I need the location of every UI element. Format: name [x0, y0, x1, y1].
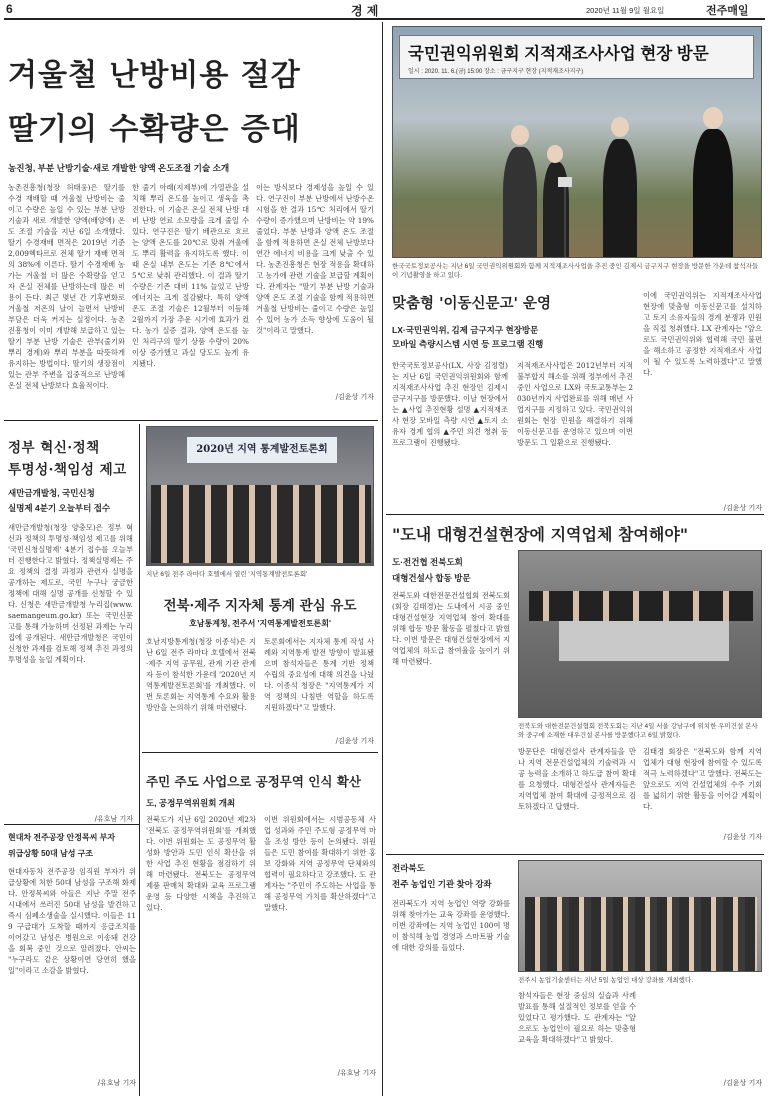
a2-subheadline-2: 모바일 측량시스템 시연 등 프로그램 진행 [392, 339, 544, 349]
a2-body-col2: 지적재조사사업은 2012년부터 지적불부합지 해소를 위해 정부에서 추진 중인 사업으로 LX와 국토교통부는 2030년까지 사업완료를 위해 매년 사업지구를 지정하고 있다. 국민권익위원회는 현장 민원을 해결하기 위해 이동신문고를 운영하고 있으며 이번 방문도 그 일환으로 진행됐다. [517, 361, 633, 447]
person-figure [693, 129, 733, 257]
a2-body-col3: 이에 국민권익위는 지적재조사사업 현장에 맞춤형 이동신문고를 설치하고 토지 소유자들의 경계 분쟁과 민원을 직접 청취했다. LX 관계자는 "앞으로도 국민권익위와 협력해 국민 불편을 해소하고 공정한 지적재조사 사업이 될 수 있도록 노력하겠다"고 말했다. [643, 291, 762, 377]
paper-name: 전주매일 [706, 4, 749, 17]
a2-bottom-rule [386, 514, 764, 515]
a8-subheadline-1: 전라북도 [392, 863, 425, 873]
a4-headline: 전북·제주 지자체 통계 관심 유도 [163, 598, 357, 614]
a7-body-col2: 방문단은 대형건설사 관계자들을 만나 지역 전문건설업체의 기술력과 시공 능력을 소개하고 하도급 참여 확대를 요청했다. 대형건설사 관계자들은 지역업체 참여 확대에 긍정적으로 검토하겠다고 답했다. [518, 747, 636, 811]
person-head [547, 145, 563, 163]
a4-photo-caption: 지난 6일 전주 라마다 호텔에서 열린 '지역통계발전토론회' [146, 571, 308, 578]
a8-body-col2: 참석자들은 현장 중심의 실습과 사례 발표를 통해 실질적인 정보를 얻을 수 있었다고 평가했다. 도 관계자는 "앞으로도 농업인이 필요로 하는 맞춤형 교육을 확대하겠다"고 밝혔다. [518, 991, 636, 1044]
a4-subheadline: 호남통계청, 전주서 '지역통계발전토론회' [189, 619, 331, 628]
a7-photo-caption: 전북도와 대한전문건설협회 전북도회는 지난 4일 서울 강남구에 위치한 우미건설 본사와 중구에 소재한 대우건설 본사를 방문했다고 6일 밝혔다. [518, 723, 758, 739]
a5-headline: 주민 주도 사업으로 공정무역 인식 확산 [146, 774, 361, 789]
section-title: 경 제 [351, 4, 379, 18]
a1-body-col1: 농촌진흥청(청장 허태웅)은 딸기를 수경 재배할 때 겨울철 난방비는 줄이고 수량은 높일 수 있는 부분 난방 기술과 새로 개발한 양액(배양액) 온도 조절 기술을 지난 6일 소개했다. 딸기 수경재배 면적은 2019년 기준 2,009헥타르로 전체 딸기 재배 면적의 38%에 이른다. 딸기 수경재배 농가는 겨울철 더 많은 수확량을 얻고자 온실 전체를 난방하는데 많은 비용이 든다. 최근 몇년 간 기후변화로 겨울철 저온의 날이 늘면서 난방비 부담은 더욱 커지는 실정이다. 농촌진흥청이 이미 개발해 보급하고 있는 딸기 부분 난방 기술은 관부(줄기와 뿌리 경계)와 뿌리 부분을 따뜻하게 유지하는 방법이다. 딸기의 생장점이 있는 관부 주변을 집중적으로 난방해 온실 전체 난방보다 효율적이다. [8, 183, 125, 390]
meeting-table [559, 621, 729, 661]
a2-byline: /김윤상 기자 [723, 504, 762, 512]
a6-subheadline-2: 위급상황 50대 남성 구조 [8, 849, 94, 858]
a5-body-col1: 전북도가 지난 6일 2020년 제2차 '전북도 공정무역위원회'를 개최했다. 이번 위원회는 도 공정무역 활성화 방안과 도민 인식 확산을 위한 사업 추진 현황을 점검하기 위해 마련됐다. 전북도는 공정무역 제품 판매처 확대와 교육 프로그램 운영 등 다양한 시책을 추진하고 있다. [146, 815, 256, 912]
a1-body-col2: 한 줄기 아래(지제부)에 가열관을 설치해 뿌리 온도를 높이고 생육을 촉진한다. 이 기술은 온실 전체 난방 대비 난방 연료 소모량을 크게 줄일 수 있다. 연구진은 딸기 배관으로 흐르는 양액 온도를 20℃로 맞춰 겨울에도 뿌리 활력을 유지하도록 했다. 이때 온실 내부 온도는 기존 8℃에서 5℃로 낮춰 관리했다. 이 결과 딸기 수량은 기존 대비 11% 늘었고 난방 에너지는 크게 절감됐다. 특히 양액 온도 조절 기술은 12월부터 이듬해 2월까지 가장 추운 시기에 효과가 컸다. 농가 실증 결과, 양액 온도를 높인 처리구의 딸기 상품 수량이 20% 이상 증가했고 과실 당도도 높게 유지됐다. [132, 183, 249, 368]
a1-bottom-rule [4, 420, 378, 421]
a8-body-col1: 전라북도가 지역 농업인 역량 강화를 위해 찾아가는 교육 강좌를 운영했다. 이번 강좌에는 지역 농업인 100여 명이 참석해 농업 경영과 스마트팜 기술에 대한 강의를 들었다. [392, 899, 510, 952]
a5-byline: /유호남 기자 [337, 1069, 376, 1077]
a4-photo [146, 426, 374, 566]
a3-body: 새만금개발청(청장 양충모)은 정부 혁신과 정책의 투명성·책임성 제고를 위해 '국민신청실명제' 4분기 접수를 오늘부터 진행한다고 밝혔다. 정책실명제는 주요 정책의 결정 과정과 관련자 실명을 공개하는 제도로, 국민 누구나 궁금한 정책에 대해 실명 공개를 신청할 수 있다. 신청은 새만금개발청 누리집(www.saemangeum.go.kr) 또는 국민신문고를 통해 가능하며 선정된 과제는 누리집에 공개된다. 새만금개발청은 국민이 신청한 과제를 검토해 정책 추진 과정의 투명성을 높일 계획이다. [8, 523, 133, 664]
a2-body-col1: 한국국토정보공사(LX, 사장 김정렬)는 지난 6일 국민권익위원회와 함께 지적재조사사업 추진 현장인 김제시 금구지구를 방문했다. 이날 현장에서는 ▲사업 추진현황 설명 ▲지적재조사 현장 모바일 측량 시연 ▲토지 소유자 경계 협의 ▲주민 의견 청취 등 프로그램이 진행됐다. [392, 361, 508, 447]
a2-photo-caption: 한국국토정보공사는 지난 6일 국민권익위원회와 함께 지적재조사사업을 추진 중인 김제시 금구지구 현장을 방문한 가운데 참석자들이 기념촬영을 하고 있다. [392, 263, 759, 279]
a6-body: 현대자동차 전주공장 임직원 부자가 위급상황에 처한 50대 남성을 구조해 화제다. 안정목씨와 아들은 지난 주말 전주 시내에서 쓰러진 50대 남성을 발견하고 즉시 심폐소생술을 실시했다. 이들은 119 구급대가 도착할 때까지 응급조치를 이어갔고 남성은 병원으로 이송돼 건강을 회복 중인 것으로 알려졌다. 안씨는 "누구라도 같은 상황이면 당연히 했을 일"이라고 소감을 밝혔다. [8, 867, 136, 975]
a2-banner-subtext: 일시 : 2020. 11. 6.(금) 15:00 장소 : 금구지구 현장 (지적재조사지구) [408, 69, 584, 75]
a1-headline-line1: 겨울철 난방비용 절감 [8, 58, 301, 93]
header-rule [4, 18, 765, 20]
a1-subheadline: 농진청, 부분 난방기술·새로 개발한 양액 온도조절 기술 소개 [8, 163, 230, 173]
a3-bottom-rule [4, 824, 139, 825]
person-figure [503, 147, 537, 257]
a2-photo [392, 26, 762, 258]
a3-byline: /유호남 기자 [94, 815, 133, 823]
a7-bottom-rule [386, 854, 764, 855]
a4-byline: /김윤상 기자 [335, 737, 374, 745]
a8-subheadline-2: 전주 농업인 기관 찾아 강좌 [392, 879, 492, 889]
a8-group [525, 897, 757, 971]
a8-photo-caption: 전주시 농업기술센터는 지난 5일 농업인 대상 강좌를 개최했다. [518, 977, 694, 984]
a7-body-col3: 김태경 회장은 "전북도와 함께 지역 업체가 대형 현장에 참여할 수 있도록 적극 노력하겠다"고 말했다. 전북도는 앞으로도 지역 건설업체의 수주 기회를 넓히기 위한 활동을 이어갈 계획이다. [643, 747, 762, 811]
a2-banner-text: 국민권익위원회 지적재조사사업 현장 방문 [408, 45, 709, 63]
left-col-rule [139, 424, 140, 1096]
a3-subheadline-2: 실명제 4분기 오늘부터 접수 [8, 503, 111, 513]
a5-body-col2: 이번 위원회에서는 시범공동체 사업 성과와 주민 주도형 공정무역 마을 조성 방안 등이 논의됐다. 위원들은 도민 참여를 확대하기 위한 홍보 강화와 지역 공정무역 단체와의 협력이 필요하다고 강조했다. 도 관계자는 "주민이 주도하는 사업을 통해 공정무역 가치를 확산하겠다"고 말했다. [264, 815, 376, 912]
person-head [511, 125, 529, 145]
page-number: 6 [6, 2, 13, 16]
a7-byline: /김윤상 기자 [723, 833, 762, 841]
a4-crowd [151, 485, 371, 563]
a4-bottom-rule [142, 752, 378, 753]
a2-subheadline-1: LX·국민권익위, 김제 금구지구 현장방문 [392, 325, 539, 335]
a3-headline-1: 정부 혁신·정책 [8, 440, 100, 456]
a8-byline: /김윤상 기자 [723, 1079, 762, 1087]
person-figure [603, 139, 637, 257]
a3-headline-2: 투명성·책임성 제고 [8, 462, 127, 478]
a4-body-col2: 토론회에서는 지자체 통계 작성 사례와 지역통계 발전 방향이 발표됐으며 참석자들은 통계 기반 정책 수립의 중요성에 대해 의견을 나눴다. 이종석 청장은 "지역통계가 지역 정책의 나침반 역할을 하도록 지원하겠다"고 말했다. [264, 637, 374, 712]
a3-subheadline-1: 새만금개발청, 국민신청 [8, 488, 95, 498]
center-rule [382, 22, 383, 1096]
a7-subheadline-1: 도·전건협 전북도회 [392, 557, 463, 567]
meeting-attendees [529, 591, 753, 621]
issue-date: 2020년 11월 9일 월요일 [586, 6, 665, 15]
a7-photo [518, 550, 762, 718]
person-head [611, 117, 629, 137]
a1-headline-line2: 딸기의 수확량은 증대 [8, 112, 301, 147]
a1-byline: /김윤상 기자 [335, 393, 374, 401]
a7-body-col1: 전북도와 대한전문건설협회 전북도회(회장 김태경)는 도내에서 시공 중인 대형건설현장 지역업체 참여 확대를 위해 합동 방문 활동을 펼쳤다고 밝혔다. 이번 방문은 대형건설현장에서 지역업체의 하도급 참여율을 높이기 위해 마련됐다. [392, 591, 510, 666]
a5-subheadline: 도, 공정무역위원회 개최 [146, 798, 236, 808]
a7-subheadline-2: 대형건설사 합동 방문 [392, 573, 471, 583]
tripod [564, 187, 566, 257]
a2-photo-banner [399, 35, 754, 79]
page-header [6, 2, 763, 18]
a4-photo-banner: 2020년 지역 통계발전토론회 [187, 437, 337, 463]
a6-subheadline-1: 현대차 전주공장 안정목씨 부자 [8, 833, 116, 842]
a6-byline: /유호남 기자 [97, 1079, 136, 1087]
a8-photo [518, 860, 762, 972]
a2-headline: 맞춤형 '이동신문고' 운영 [392, 295, 552, 312]
survey-instrument [558, 177, 572, 187]
a7-headline: "도내 대형건설현장에 지역업체 참여해야" [392, 525, 689, 544]
person-head [703, 107, 723, 129]
a4-body-col1: 호남지방통계청(청장 이종석)은 지난 6일 전주 라마다 호텔에서 전북·제주 지역 공무원, 관계 기관 관계자 등이 참석한 가운데 '2020년 지역통계발전토론회'를 개최했다. 이번 토론회는 지역통계 수요와 활용 방안을 논의하기 위해 마련됐다. [146, 637, 256, 712]
a1-body-col3: 이는 방식보다 경제성을 높일 수 있다. 연구진이 부분 난방에서 난방수온 시험을 한 결과 15℃ 처리에서 딸기 수량이 증가했으며 난방비는 약 19% 줄었다. 부분 난방과 양액 온도 조절을 함께 적용하면 온실 전체 난방보다 연간 에너지 비용을 크게 낮출 수 있다. 농촌진흥청은 현장 적용을 확대하고 농가에 관련 기술을 보급할 계획이다. 관계자는 "딸기 부분 난방 기술과 양액 온도 조절 기술을 함께 적용하면 겨울철 난방비는 줄이고 수량은 높일 수 있어 농가 소득 향상에 도움이 될 것"이라고 말했다. [256, 183, 374, 335]
